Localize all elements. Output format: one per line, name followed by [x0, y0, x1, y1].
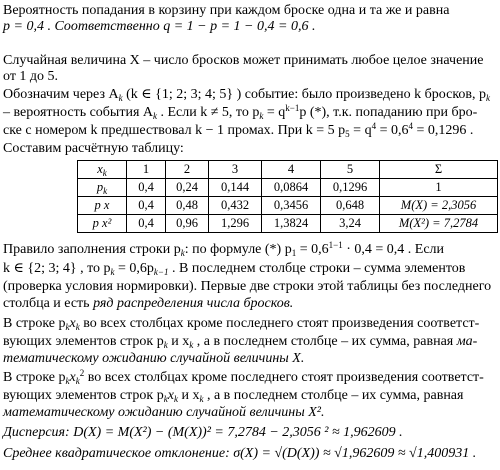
table-cell: M(X) = 2,3056 — [380, 197, 498, 215]
table-cell: 0,4 — [127, 197, 166, 215]
calculation-table — [77, 160, 498, 233]
paragraph-6-line-1: В строке $p_kx_k$ во всех столбцах кроме последнего стоят произведения соответст- — [3, 316, 480, 332]
table-cell: 0,144 — [209, 179, 262, 197]
table-header-row — [78, 161, 498, 179]
table-cell: 0,4 — [127, 215, 166, 233]
table-row — [78, 197, 498, 215]
table-cell: 0,96 — [166, 215, 209, 233]
table-cell: 0,24 — [166, 179, 209, 197]
table-header-cell: 3 — [209, 161, 262, 179]
std-deviation-label: Среднее квадратическое отклонение: — [3, 446, 230, 461]
paragraph-3-line-2: – вероятность события $A_k$ . Если k ≠ 5, то $p_k = q^{k-1}p$ (*), т.к. попаданию при бро- — [3, 103, 478, 121]
table-cell: 1 — [380, 179, 498, 197]
variance-formula: D(X) = M(X²) − (M(X))² = 7,2784 − 2,3056 ² ≈ 1,962609 . — [73, 425, 403, 440]
std-deviation-formula: σ(X) = √(D(X)) ≈ √1,962609 ≈ √1,400931 . — [233, 446, 477, 461]
row-label: $p_k$ — [78, 179, 127, 197]
paragraph-1-line-2: p = 0,4 . Соответственно q = 1 − p = 1 − 0,4 = 0,6 . — [3, 19, 316, 34]
table-cell: 0,48 — [166, 197, 209, 215]
row-label: p x² — [78, 215, 127, 233]
table-row — [78, 215, 498, 233]
table-cell: M(X²) = 7,2784 — [380, 215, 498, 233]
table-cell: 0,3456 — [262, 197, 321, 215]
paragraph-5-line-4: столбца и есть ряд распределения числа бросков. — [3, 296, 294, 311]
paragraph-7-line-1: В строке $p_kx_k^2$ во всех столбцах кроме последнего стоят произведения соответст- — [3, 368, 484, 386]
table-header-cell: Σ — [380, 161, 498, 179]
table-cell: 1,296 — [209, 215, 262, 233]
paragraph-5-line-2: k ∈ {2; 3; 4} , то $p_k = 0,6p_{k-1}$ . В последнем столбце строки – сумма элементов — [3, 261, 466, 277]
paragraph-7-line-3: математическому ожиданию случайной величины X². — [3, 405, 325, 420]
table-cell: 0,0864 — [262, 179, 321, 197]
table-header-cell: 5 — [321, 161, 380, 179]
table-header-cell: 4 — [262, 161, 321, 179]
variance-line — [3, 425, 403, 441]
table-cell: 3,24 — [321, 215, 380, 233]
paragraph-5-line-1: Правило заполнения строки $p_k$: по формуле (*) $p_1 = 0,6^{1-1} \cdot 0,4 = 0,4$ . Если — [3, 240, 445, 258]
paragraph-3-line-3: ске с номером k предшествовал k − 1 промах. При k = 5 $p_5 = q^4 = 0,6^4 = 0,1296$ . — [3, 121, 474, 139]
std-deviation-line — [3, 446, 476, 462]
table-row — [78, 179, 498, 197]
paragraph-5-line-3: (проверка условия нормировки). Первые две строки этой таблицы без последнего — [3, 279, 492, 294]
variance-label: Дисперсия: — [3, 425, 70, 440]
paragraph-1-line-1: Вероятность попадания в корзину при каждом броске одна и та же и равна — [3, 3, 450, 18]
paragraph-6-line-3: тематическому ожиданию случайной величины X. — [3, 351, 305, 366]
row-label: p x — [78, 197, 127, 215]
table-cell: 0,4 — [127, 179, 166, 197]
table-cell: 0,648 — [321, 197, 380, 215]
table-cell: 1,3824 — [262, 215, 321, 233]
table-header-cell: 1 — [127, 161, 166, 179]
table-header-cell: $x_k$ — [78, 161, 127, 179]
table-cell: 0,1296 — [321, 179, 380, 197]
table-intro: Составим расчётную таблицу: — [3, 141, 184, 156]
paragraph-7-line-2: вующих элементов строк $p_kx_k$ и $x_k$ , а в последнем столбце – их сумма, равная — [3, 388, 464, 404]
table-header-cell: 2 — [166, 161, 209, 179]
paragraph-6-line-2: вующих элементов строк $p_k$ и $x_k$ , а в последнем столбце – их сумма, равная ма- — [3, 334, 478, 350]
table-cell: 0,432 — [209, 197, 262, 215]
paragraph-3-line-1: Обозначим через $A_k$ (k ∈ {1; 2; 3; 4; 5} ) событие: было произведено k бросков, $p_k$ — [3, 87, 491, 103]
paragraph-2-line-1: Случайная величина X – число бросков может принимать любое целое значение — [3, 53, 484, 68]
paragraph-2-line-2: от 1 до 5. — [3, 69, 59, 84]
